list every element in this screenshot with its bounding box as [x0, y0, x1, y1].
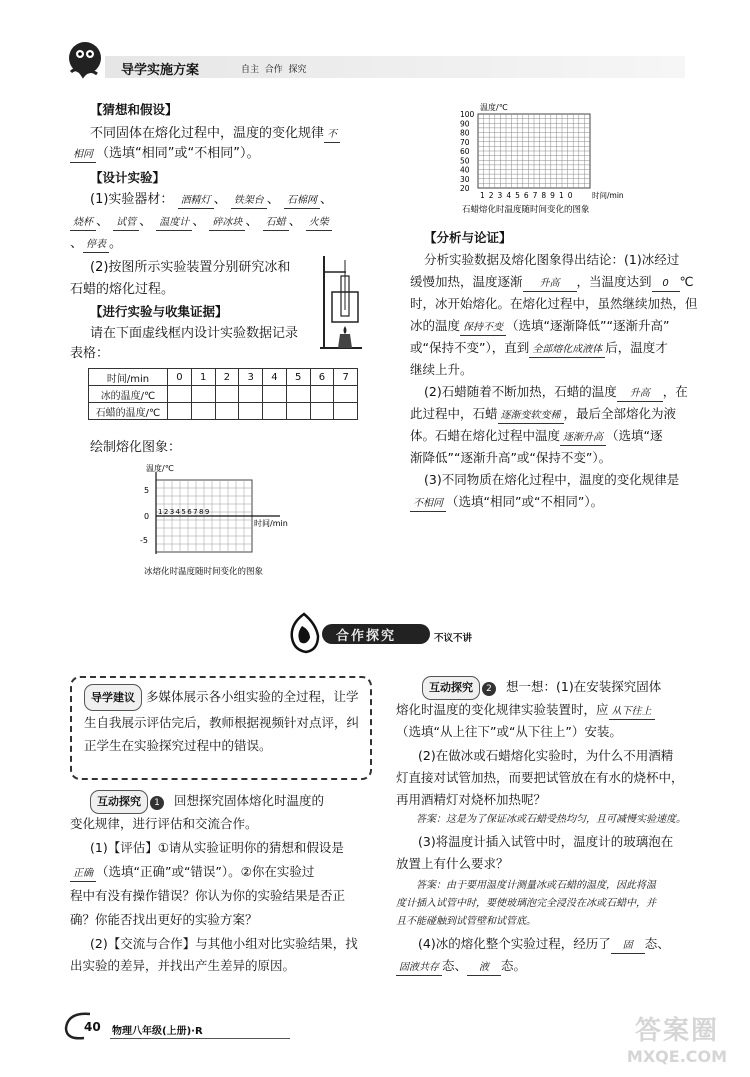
explore2-line: 熔化时温度的变化规律实验装置时，应 从下往上 — [396, 700, 655, 720]
explore2-answer-text: 度计插入试管中时，要使玻璃泡完全浸没在冰或石蜡中，并 — [396, 898, 656, 909]
explore1-number: 1 — [150, 796, 164, 810]
banner-title: 合作探究 — [336, 629, 397, 644]
explore2-answer: 从下往上 — [609, 705, 655, 720]
table-cell: 4 — [263, 369, 287, 386]
design-step2-b: 石蜡的熔化过程。 — [70, 282, 175, 297]
analysis-line: 冰的温度 保持不变 （选填“逐渐降低”“逐渐升高” — [410, 316, 669, 336]
analysis-line: 时，冰开始熔化。在熔化过程中，虽然继续加热，但 — [410, 296, 698, 311]
explore2-line: 再用酒精灯对烧杯加热呢？ — [396, 792, 547, 807]
mascot-logo-icon — [63, 38, 111, 86]
explore2-line: 放置上有什么要求？ — [396, 856, 509, 871]
explore-2 — [392, 676, 712, 976]
ice-chart-ylabel: 温度/℃ — [146, 464, 174, 473]
equipment-item: 温度计 — [156, 216, 192, 231]
equipment-item: 石蜡 — [263, 216, 289, 231]
equipment-item: 石棉网 — [284, 194, 320, 209]
table-cell: 7 — [334, 369, 358, 386]
table-cell: 6 — [310, 369, 334, 386]
experiment-apparatus-icon — [318, 252, 366, 352]
analysis-answer: 逐渐升高 — [560, 431, 606, 446]
analysis-line: 渐降低”“逐渐升高”或“保持不变”）。 — [410, 450, 612, 465]
explore2-answer: 固 — [611, 939, 645, 954]
analysis-answer: 保持不变 — [460, 321, 506, 336]
equipment-item: 停表 — [83, 238, 109, 253]
analysis-answer: 逐渐变软变稀 — [498, 409, 564, 424]
guess-answer-a: 不 — [324, 128, 340, 143]
footer-rule — [110, 1038, 290, 1039]
equipment-line-3: 、 停表 。 — [70, 236, 123, 251]
equipment-item: 烧杯 — [70, 216, 96, 231]
ice-chart-xlabel: 时间/min — [254, 519, 288, 528]
header-subtitle: 自主 合作 探究 — [241, 65, 307, 75]
table-cell: 2 — [215, 369, 239, 386]
wax-tick-label: 40 — [460, 165, 470, 175]
wax-tick-label: 80 — [460, 128, 470, 138]
explore1-line: 程中有没有操作错误？你认为你的实验结果是否正 — [70, 888, 346, 903]
explore1-intro: 互动探究 1 回想探究固体熔化时温度的 — [90, 790, 324, 814]
equipment-line-2: 烧杯 、 试管 、 温度计 、 碎冰块 、 石蜡 、 火柴 — [70, 212, 332, 232]
wax-tick-label: 70 — [460, 137, 470, 147]
wax-tick-label: 20 — [460, 184, 470, 193]
guess-text: 不同固体在熔化过程中，温度的变化规律 不 — [90, 124, 340, 144]
wax-chart-ylabel: 温度/℃ — [480, 103, 508, 112]
analysis-answer: 升高 — [523, 277, 577, 292]
table-cell: 3 — [239, 369, 263, 386]
explore2-answer: 固液共存 — [396, 961, 442, 976]
explore2-line: (2)在做冰或石蜡熔化实验时，为什么不用酒精 — [418, 748, 674, 763]
explore2-line: (3)将温度计插入试管中时，温度计的玻璃泡在 — [418, 834, 674, 849]
analysis-line: 体。石蜡在熔化过程中温度 逐渐升高 （选填“逐 — [410, 426, 663, 446]
wax-chart-xlabel: 时间/min — [592, 191, 624, 200]
guide-box — [70, 676, 372, 780]
table-cell: 冰的温度/℃ — [89, 386, 168, 403]
explore2-line: (4)冰的熔化整个实验过程，经历了 固 态、 — [418, 934, 670, 954]
explore1-line: 出实验的差异，并找出产生差异的原因。 — [70, 958, 296, 973]
table-cell: 0 — [168, 369, 192, 386]
ice-tick-label: 123456789 — [158, 508, 211, 516]
explore1-line: (1)【评估】①请从实验证明你的猜想和假设是 — [90, 840, 344, 855]
explore2-line: 灯直接对试管加热，而要把试管放在有水的烧杯中， — [396, 770, 684, 785]
table-row — [89, 403, 358, 420]
explore2-answer-text: 且不能碰触到试管壁和试管底。 — [396, 916, 536, 927]
explore1-line: 变化规律，进行评估和交流合作。 — [70, 816, 258, 831]
explore1-line: 确？你能否找出更好的实验方案？ — [70, 912, 258, 927]
analysis-answer: 升高 — [617, 387, 663, 402]
explore2-tag: 互动探究 — [422, 676, 480, 700]
design-heading: 【设计实验】 — [90, 170, 166, 185]
header-title: 导学实施方案 — [121, 63, 200, 78]
banner-subtitle: 不议不讲 — [434, 633, 473, 644]
watermark-url: MXQE.COM — [626, 1047, 728, 1066]
wax-melting-chart — [450, 102, 640, 220]
table-cell: 时间/min — [89, 369, 168, 386]
guide-text: 导学建议 多媒体展示各小组实验的全过程，让学生自我展示评估完后，教师根据视频针对点评，纠正学生在实验探究过程中的错误。 — [84, 684, 360, 757]
explore-1 — [70, 790, 370, 973]
analysis-line: (2)石蜡随着不断加热，石蜡的温度 升高 ，在 — [424, 382, 688, 402]
explore1-line: 正确 （选填“正确”或“错误”）。②你在实验过 — [70, 862, 314, 882]
equipment-line-1: (1)实验器材： 酒精灯 、 铁架台 、 石棉网 、 — [90, 192, 333, 207]
explore2-line: （选填“从上往下”或“从下往上”）安装。 — [396, 724, 622, 739]
ice-tick-label: 5 — [144, 486, 150, 495]
table-cell: 1 — [191, 369, 215, 386]
collect-heading: 【进行实验与收集证据】 — [90, 304, 228, 319]
guide-label: 导学建议 — [84, 684, 142, 711]
explore2-intro: 互动探究 2 想一想：(1)在安装探究固体 — [422, 676, 661, 700]
analysis-answer: 全部熔化成液体 — [529, 343, 605, 358]
watermark — [612, 1010, 742, 1072]
analysis-line: 继续上升。 — [410, 362, 473, 377]
wax-tick-label: 60 — [460, 147, 470, 156]
analysis-line: (3)不同物质在熔化过程中，温度的变化规律是 — [424, 472, 680, 487]
flame-emblem-icon — [282, 610, 326, 656]
analysis-line: 分析实验数据及熔化图象得出结论：(1)冰经过 — [424, 252, 680, 267]
page-number: 40 — [84, 1020, 101, 1034]
explore2-line: 固液共存 态、 液 态。 — [396, 956, 526, 976]
right-column — [410, 228, 710, 518]
ice-melting-chart — [140, 462, 310, 580]
analysis-answer: 不相同 — [410, 497, 446, 512]
ice-tick-label: 0 — [144, 512, 150, 521]
explore2-answer: 液 — [467, 961, 501, 976]
wax-tick-label: 12345678910 — [480, 191, 577, 200]
ice-chart-caption: 冰熔化时温度随时间变化的图象 — [144, 567, 264, 577]
analysis-line: 或“保持不变”），直到 全部熔化成液体 后，温度才 — [410, 338, 668, 358]
equipment-item: 试管 — [113, 216, 139, 231]
section-banner — [282, 610, 512, 656]
guess-answer-b: 相同 — [70, 148, 96, 163]
analysis-line: 不相同 （选填“相同”或“不相同”）。 — [410, 492, 603, 512]
analysis-heading: 【分析与论证】 — [424, 230, 512, 245]
table-cell: 5 — [286, 369, 310, 386]
explore2-number: 2 — [482, 682, 496, 696]
analysis-line: 缓慢加热，温度逐渐 升高 ，当温度达到 0 ℃ — [410, 272, 694, 292]
guess-text-2: 相同 （选填“相同”或“不相同”）。 — [70, 144, 259, 164]
explore1-line: (2)【交流与合作】与其他小组对比实验结果，找 — [90, 936, 358, 951]
table-cell: 石蜡的温度/℃ — [89, 403, 168, 420]
data-record-table — [88, 368, 358, 420]
equipment-item: 酒精灯 — [178, 194, 214, 209]
guess-heading: 【猜想和假设】 — [90, 102, 178, 117]
wax-tick-label: 50 — [460, 156, 470, 166]
analysis-line: 此过程中，石蜡 逐渐变软变稀 ，最后全部熔化为液 — [410, 404, 676, 424]
draw-label: 绘制熔化图象： — [90, 440, 182, 455]
header-bar — [55, 42, 685, 82]
ice-tick-label: -5 — [140, 536, 148, 545]
equipment-item: 火柴 — [306, 216, 332, 231]
explore1-tag: 互动探究 — [90, 790, 148, 814]
wax-tick-label: 100 — [460, 110, 475, 119]
table-row — [89, 369, 358, 386]
equipment-item: 碎冰块 — [209, 216, 245, 231]
wax-tick-label: 30 — [460, 174, 470, 184]
table-row — [89, 386, 358, 403]
collect-text-b: 表格： — [70, 346, 110, 361]
wax-tick-label: 90 — [460, 119, 470, 129]
footer — [60, 1008, 300, 1044]
collect-text: 请在下面虚线框内设计实验数据记录 — [90, 326, 299, 341]
design-step2: (2)按图所示实验装置分别研究冰和 — [90, 260, 291, 275]
equipment-item: 铁架台 — [231, 194, 267, 209]
book-title: 物理八年级(上册)·R — [112, 1026, 203, 1037]
explore1-answer: 正确 — [70, 867, 96, 882]
explore2-answer-text: 答案：这是为了保证冰或石蜡受热均匀，且可减慢实验速度。 — [416, 814, 686, 825]
watermark-text: 答案圈 — [634, 1016, 719, 1046]
wax-chart-caption: 石蜡熔化时温度随时间变化的图象 — [462, 205, 590, 215]
analysis-answer: 0 — [652, 277, 680, 292]
explore2-answer-text: 答案：由于要用温度计测量冰或石蜡的温度，因此将温 — [416, 880, 656, 891]
